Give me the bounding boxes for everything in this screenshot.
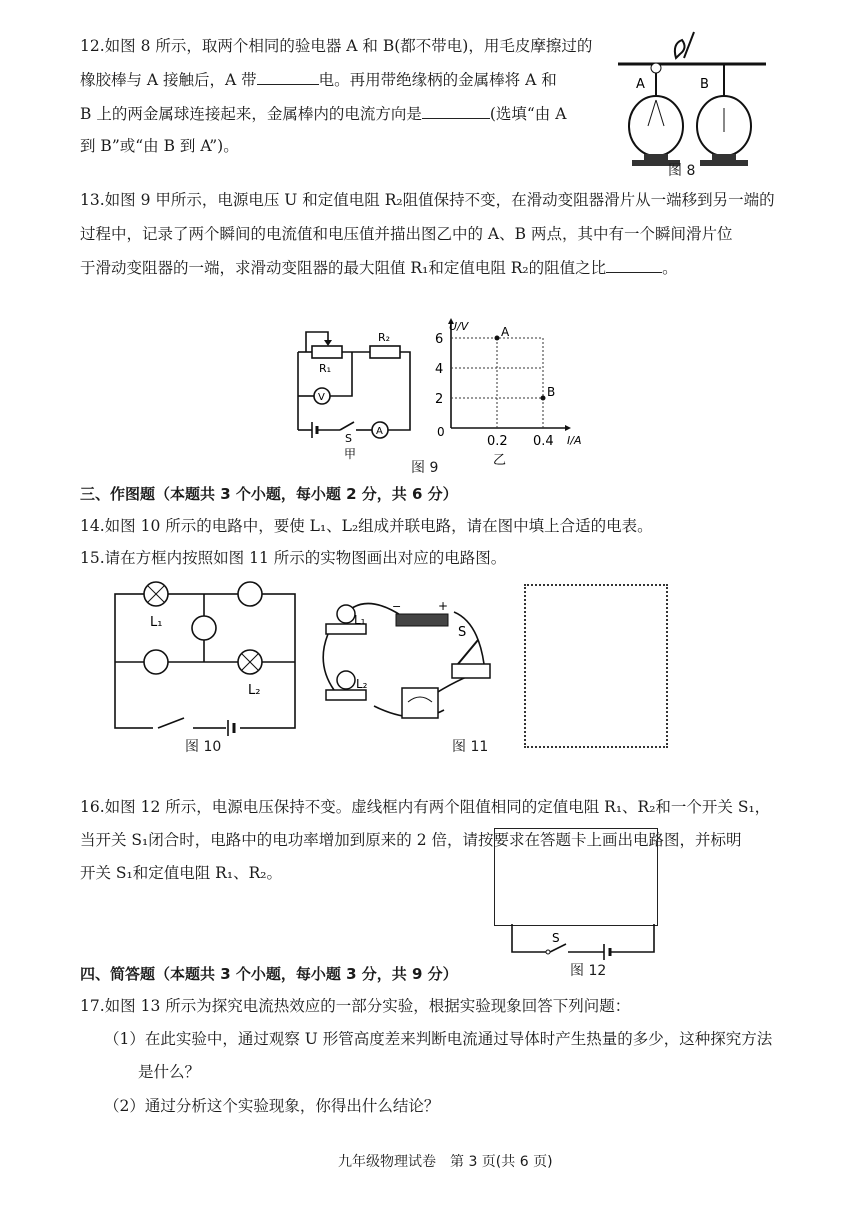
s-label: S	[458, 625, 467, 640]
fig9-caption: 图 9	[411, 460, 439, 476]
jia-label: 甲	[344, 447, 357, 461]
fig12-circuit	[508, 920, 648, 964]
q12-line1: 12.如图 8 所示，取两个相同的验电器 A 和 B(都不带电)，用毛皮摩擦过的	[80, 37, 593, 55]
y-tick-label: 2	[435, 392, 444, 407]
hand-icon	[675, 32, 694, 58]
label-b: B	[700, 77, 709, 92]
q15-answer-box[interactable]	[524, 584, 668, 748]
origin-label: 0	[437, 425, 445, 439]
q12-line2: 橡胶棒与 A 接触后，A 带 电。再用带绝缘柄的金属棒将 A 和	[80, 71, 557, 89]
q13-line2: 过程中，记录了两个瞬间的电流值和电压值并描出图乙中的 A、B 两点，其中有一个瞬间滑片位	[80, 225, 733, 243]
q15-text: 15.请在方框内按照如图 11 所示的实物图画出对应的电路图。	[80, 549, 507, 567]
q17-part1-line2: 是什么？	[138, 1063, 201, 1081]
fig8-caption: 图 8	[668, 163, 696, 179]
fig10-caption: 图 10	[185, 739, 222, 755]
bulb-l1-icon	[337, 605, 355, 623]
electroscope-figure	[618, 28, 768, 173]
section4-title: 四、简答题（本题共 3 个小题，每小题 3 分，共 9 分）	[80, 965, 458, 983]
battery-icon	[396, 614, 448, 626]
x-axis-arrow	[565, 425, 571, 431]
page-footer: 九年级物理试卷 第 3 页(共 6 页)	[338, 1154, 553, 1170]
q12-blank-charge[interactable]	[257, 70, 319, 85]
q12-blank-direction[interactable]	[422, 104, 490, 119]
point-label-A: A	[501, 325, 510, 339]
fig9-graph	[425, 312, 595, 472]
q16-dashed-region[interactable]	[494, 828, 658, 926]
l1-label: L₁	[354, 613, 366, 627]
meter-slot-top	[238, 582, 262, 606]
y-axis-label: U/V	[449, 320, 469, 333]
q17-part1-line1: （1）在此实验中，通过观察 U 形管高度差来判断电流通过导体时产生热量的多少，这种探究方法	[104, 1030, 773, 1048]
q12-line3: B 上的两金属球连接起来，金属棒内的电流方向是 (选填“由 A	[80, 105, 567, 123]
minus-label: −	[392, 600, 402, 613]
fig9-circuit	[292, 326, 422, 466]
l1-label: L₁	[150, 615, 163, 630]
r1-label: R₁	[319, 362, 332, 375]
y-tick-label: 4	[435, 362, 444, 377]
data-point-A	[495, 336, 500, 341]
a-label: A	[376, 426, 383, 437]
ammeter-icon	[402, 688, 438, 718]
q13-line3: 于滑动变阻器的一端，求滑动变阻器的最大阻值 R₁和定值电阻 R₂的阻值之比 。	[80, 259, 678, 277]
x-tick-label: 0.4	[533, 434, 554, 449]
l2-label: L₂	[248, 683, 261, 698]
section3-title: 三、作图题（本题共 3 个小题，每小题 2 分，共 6 分）	[80, 485, 458, 503]
meter-slot-bottom	[144, 650, 168, 674]
bulb-l2-icon	[337, 671, 355, 689]
fig11-caption: 图 11	[452, 739, 489, 755]
l2-label: L₂	[356, 677, 368, 691]
resistor-r2	[370, 346, 400, 358]
q16-line1: 16.如图 12 所示，电源电压保持不变。虚线框内有两个阻值相同的定值电阻 R₁、R₂和一个开关 S₁，	[80, 798, 771, 816]
fig12-caption: 图 12	[570, 963, 607, 979]
q12-line4: 到 B”或“由 B 到 A”)。	[80, 137, 239, 155]
point-label-B: B	[547, 385, 556, 399]
switch-icon	[452, 664, 490, 678]
s-label: S	[345, 432, 352, 445]
plus-label: +	[438, 599, 449, 613]
q17-text: 17.如图 13 所示为探究电流热效应的一部分实验，根据实验现象回答下列问题：	[80, 997, 631, 1015]
fig11-physical-circuit	[318, 584, 503, 734]
x-axis-label: I/A	[567, 434, 582, 447]
switch-s	[340, 422, 354, 430]
q16-line3: 开关 S₁和定值电阻 R₁、R₂。	[80, 864, 282, 882]
label-a: A	[636, 77, 645, 92]
s-label: S	[552, 931, 560, 945]
fig10-circuit	[108, 582, 308, 732]
q16-line2: 当开关 S₁闭合时，电路中的电功率增加到原来的 2 倍，请按要求在答题卡上画出电路图，并标明	[80, 831, 742, 849]
data-point-B	[541, 396, 546, 401]
x-tick-label: 0.2	[487, 434, 508, 449]
v-label: V	[318, 392, 325, 403]
q14-text: 14.如图 10 所示的电路中，要使 L₁、L₂组成并联电路，请在图中填上合适的电表。	[80, 517, 653, 535]
r2-label: R₂	[378, 331, 391, 344]
meter-slot-middle	[192, 616, 216, 640]
y-tick-label: 6	[435, 332, 444, 347]
q17-part2: （2）通过分析这个实验现象，你得出什么结论？	[104, 1097, 440, 1115]
yi-label: 乙	[493, 453, 507, 468]
q13-blank-ratio[interactable]	[606, 258, 662, 273]
q13-line1: 13.如图 9 甲所示，电源电压 U 和定值电阻 R₂阻值保持不变，在滑动变阻器滑片从一端移到另一端的	[80, 191, 775, 209]
rheostat-r1	[312, 346, 342, 358]
